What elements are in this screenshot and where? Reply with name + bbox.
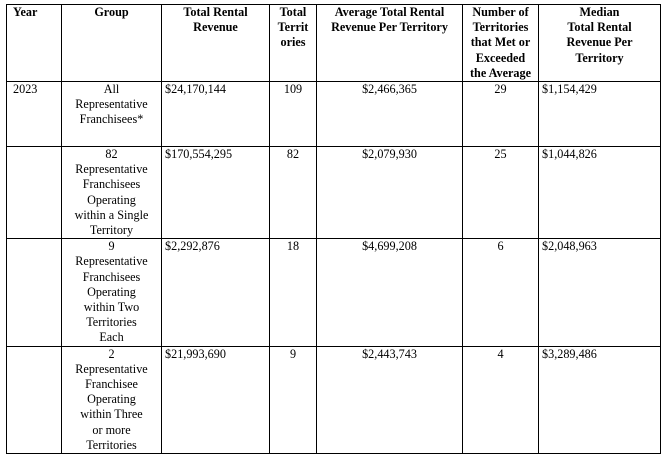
cell-year bbox=[7, 346, 62, 453]
cell-group bbox=[62, 239, 162, 346]
header-line: Territ bbox=[277, 20, 309, 35]
group-line: Operating bbox=[87, 284, 136, 299]
cell-total-territories: 109 bbox=[270, 82, 317, 147]
cell-total-rental-revenue: $170,554,295 bbox=[162, 147, 270, 239]
group-line: Franchisees bbox=[82, 269, 141, 284]
cell-group bbox=[62, 147, 162, 239]
cell-total-rental-revenue: $24,170,144 bbox=[162, 82, 270, 147]
header-line: Total Rental bbox=[567, 20, 632, 35]
cell-territories-met: 29 bbox=[463, 82, 539, 147]
table-row bbox=[7, 147, 661, 239]
group-line: Territory bbox=[89, 223, 134, 238]
header-average-revenue bbox=[317, 5, 463, 82]
group-line: within Two bbox=[83, 300, 140, 315]
cell-total-territories: 82 bbox=[270, 147, 317, 239]
cell-group bbox=[62, 346, 162, 453]
cell-year bbox=[7, 239, 62, 346]
group-line: Each bbox=[99, 330, 124, 345]
header-line: ories bbox=[280, 35, 306, 50]
rental-revenue-table bbox=[6, 4, 661, 454]
group-line: within Three bbox=[80, 407, 143, 422]
cell-median-revenue: $3,289,486 bbox=[539, 346, 661, 453]
group-line: Territories bbox=[86, 437, 137, 452]
header-median-revenue bbox=[539, 5, 661, 82]
cell-total-territories: 9 bbox=[270, 346, 317, 453]
cell-average-revenue: $4,699,208 bbox=[317, 239, 463, 346]
group-line: Territories bbox=[86, 315, 137, 330]
header-line: Territories bbox=[472, 20, 529, 35]
cell-group bbox=[62, 82, 162, 147]
cell-territories-met: 4 bbox=[463, 346, 539, 453]
header-line: Median bbox=[579, 5, 620, 19]
group-line: within a Single bbox=[74, 207, 149, 222]
header-line: Territory bbox=[575, 50, 624, 65]
cell-average-revenue: $2,466,365 bbox=[317, 82, 463, 147]
header-total-rental-revenue bbox=[162, 5, 270, 82]
header-line: that Met or bbox=[470, 35, 531, 50]
header-territories-met bbox=[463, 5, 539, 82]
group-line: 9 bbox=[108, 239, 115, 254]
cell-year: 2023 bbox=[7, 82, 62, 147]
group-line: 2 bbox=[108, 346, 115, 361]
header-line: Exceeded bbox=[475, 50, 526, 65]
cell-total-rental-revenue: $2,292,876 bbox=[162, 239, 270, 346]
header-line: Revenue Per bbox=[566, 35, 633, 50]
header-group: Group bbox=[62, 5, 162, 82]
group-line: Franchisees bbox=[82, 177, 141, 192]
header-line: Average Total Rental bbox=[334, 5, 445, 19]
table-row bbox=[7, 346, 661, 453]
table-row bbox=[7, 82, 661, 147]
header-year: Year bbox=[7, 5, 62, 82]
group-line: Representative bbox=[75, 97, 148, 112]
cell-average-revenue: $2,443,743 bbox=[317, 346, 463, 453]
group-line: or more bbox=[92, 422, 131, 437]
group-line: Operating bbox=[87, 392, 136, 407]
cell-median-revenue: $2,048,963 bbox=[539, 239, 661, 346]
header-row bbox=[7, 5, 661, 82]
group-line: All bbox=[103, 82, 120, 97]
header-total-territories bbox=[270, 5, 317, 82]
header-line: Total bbox=[279, 5, 307, 19]
group-line: Franchisees* bbox=[79, 112, 144, 127]
group-line: Franchisee bbox=[85, 377, 138, 392]
header-line: Number of bbox=[472, 5, 529, 19]
cell-median-revenue: $1,154,429 bbox=[539, 82, 661, 147]
cell-year bbox=[7, 147, 62, 239]
header-line: Revenue Per Territory bbox=[331, 20, 448, 35]
group-line: Operating bbox=[87, 192, 136, 207]
cell-territories-met: 6 bbox=[463, 239, 539, 346]
group-line: Representative bbox=[75, 254, 148, 269]
header-line: Revenue bbox=[193, 20, 238, 35]
header-line: the Average bbox=[469, 65, 532, 80]
cell-median-revenue: $1,044,826 bbox=[539, 147, 661, 239]
header-line: Total Rental bbox=[183, 5, 248, 19]
group-line: Representative bbox=[75, 361, 148, 376]
cell-average-revenue: $2,079,930 bbox=[317, 147, 463, 239]
table-row bbox=[7, 239, 661, 346]
cell-total-rental-revenue: $21,993,690 bbox=[162, 346, 270, 453]
group-line: 82 bbox=[105, 147, 118, 162]
group-line: Representative bbox=[75, 162, 148, 177]
cell-territories-met: 25 bbox=[463, 147, 539, 239]
cell-total-territories: 18 bbox=[270, 239, 317, 346]
